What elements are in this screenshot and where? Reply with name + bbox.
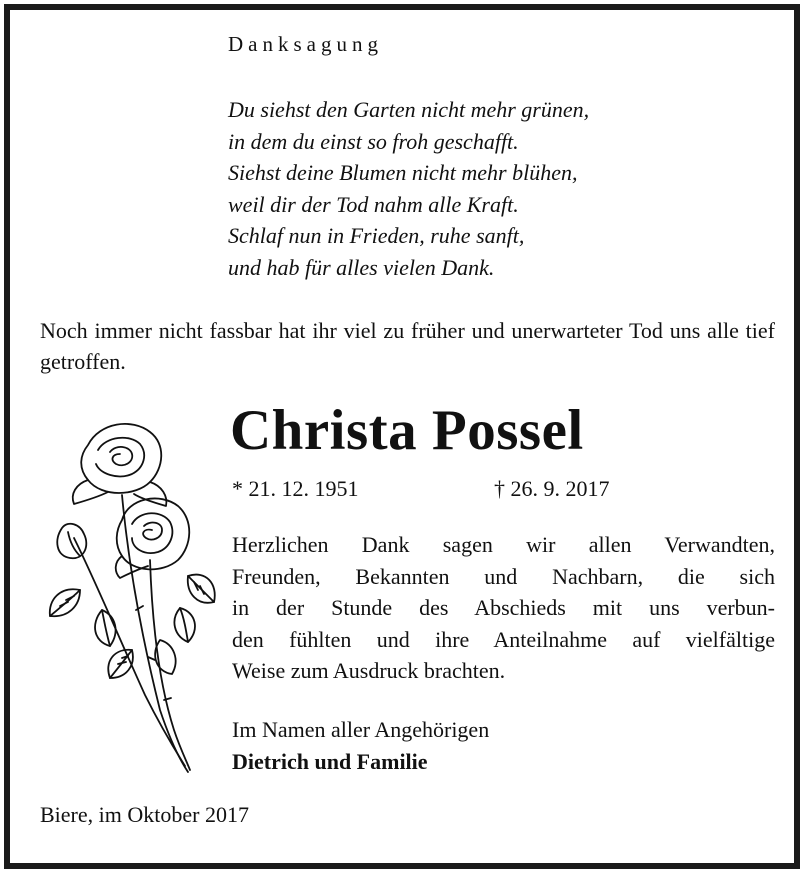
poem-line: Siehst deine Blumen nicht mehr blühen,: [228, 160, 578, 185]
poem-line: in dem du einst so froh geschafft.: [228, 128, 519, 154]
obituary-notice: [4, 4, 800, 869]
thanks-line: in der Stunde des Abschieds mit uns verbun-: [232, 595, 775, 620]
poem: [228, 94, 589, 283]
poem-line: Schlaf nun in Frieden, ruhe sanft,: [228, 223, 525, 248]
thanks-line: Herzlichen Dank sagen wir allen Verwandten,: [232, 532, 775, 557]
poem-line: weil dir der Tod nahm alle Kraft.: [228, 191, 519, 217]
notice-heading: Danksagung: [228, 32, 383, 56]
poem-line: und hab für alles vielen Dank.: [228, 254, 495, 280]
place-date: Biere, im Oktober 2017: [40, 802, 249, 827]
thanks-paragraph: [232, 529, 775, 687]
intro-paragraph: Noch immer nicht fassbar hat ihr viel zu früher und unerwarteter Tod uns alle tief getroffen.: [40, 318, 775, 374]
death-date: † 26. 9. 2017: [494, 476, 610, 501]
family-name: Dietrich und Familie: [232, 749, 428, 774]
deceased-name: Christa Possel: [230, 399, 584, 462]
roses-illustration-icon: [40, 410, 220, 780]
birth-date: * 21. 12. 1951: [232, 476, 359, 501]
family-intro: Im Namen aller Angehörigen: [232, 717, 490, 742]
thanks-line: Weise zum Ausdruck brachten.: [232, 658, 506, 683]
poem-line: Du siehst den Garten nicht mehr grünen,: [228, 97, 590, 122]
thanks-line: Freunden, Bekannten und Nachbarn, die sich: [232, 563, 775, 589]
thanks-line: den fühlten und ihre Anteilnahme auf vielfältige: [232, 626, 775, 652]
